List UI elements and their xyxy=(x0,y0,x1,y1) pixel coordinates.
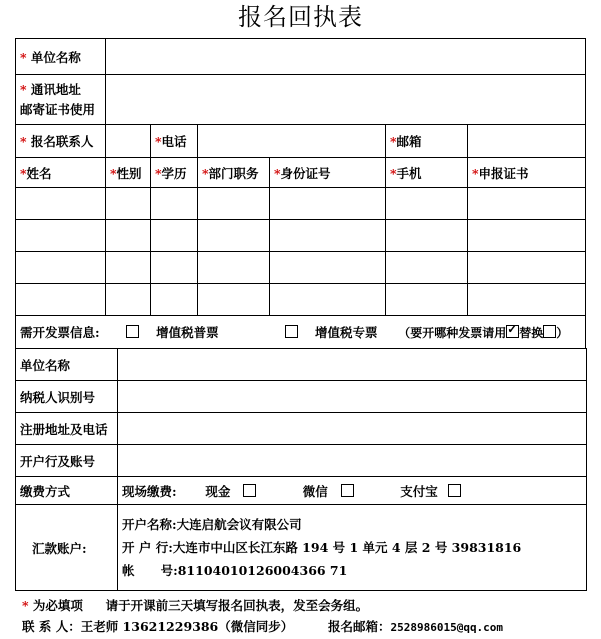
onsite-payment-label: 现场缴费: xyxy=(122,483,177,499)
account-number: 帐 号:81104010126004366 71 xyxy=(122,563,348,578)
attendee-header-row xyxy=(16,158,586,188)
table-cell[interactable] xyxy=(386,220,468,252)
invoice-note-prefix: （要开哪种发票请用 xyxy=(398,326,507,340)
registered-address-field[interactable] xyxy=(118,413,587,445)
contact-person-field[interactable] xyxy=(106,125,151,158)
address-label: * 通讯地址 邮寄证书使用 xyxy=(16,75,106,125)
contact-person: 联 系 人：王老师 13621229386（微信同步） xyxy=(22,619,294,634)
invoice-special-label: 增值税专票 xyxy=(315,325,378,340)
table-cell[interactable] xyxy=(468,252,586,284)
table-cell[interactable] xyxy=(386,188,468,220)
header-certificate: *申报证书 xyxy=(468,158,586,188)
billing-table xyxy=(15,348,587,591)
cash-checkbox[interactable] xyxy=(243,484,256,497)
page-title: 报名回执表 xyxy=(238,3,363,31)
tax-id-field[interactable] xyxy=(118,381,587,413)
submission-instruction: 请于开课前三天填写报名回执表，发至会务组。 xyxy=(105,598,369,613)
invoice-label: 需开发票信息: xyxy=(20,325,100,340)
table-row xyxy=(16,220,586,252)
table-cell[interactable] xyxy=(270,284,386,316)
unit-name-label: * 单位名称 xyxy=(16,39,106,75)
table-cell[interactable] xyxy=(270,220,386,252)
alipay-checkbox[interactable] xyxy=(448,484,461,497)
wechat-checkbox[interactable] xyxy=(341,484,354,497)
remittance-label: 汇款账户: xyxy=(16,505,118,591)
table-cell[interactable] xyxy=(151,220,198,252)
phone-field[interactable] xyxy=(198,125,386,158)
table-cell[interactable] xyxy=(468,220,586,252)
invoice-row xyxy=(16,316,586,349)
alipay-label: 支付宝 xyxy=(400,483,438,499)
header-gender: *性别 xyxy=(106,158,151,188)
account-name: 开户名称:大连启航会议有限公司 xyxy=(122,517,302,532)
wechat-label: 微信 xyxy=(302,483,328,499)
unit-name-field[interactable] xyxy=(106,39,586,75)
payment-options xyxy=(118,477,587,505)
table-cell[interactable] xyxy=(106,252,151,284)
invoice-special-checkbox[interactable] xyxy=(285,325,298,338)
payment-method-label: 缴费方式 xyxy=(16,477,118,505)
table-cell[interactable] xyxy=(198,188,270,220)
table-cell[interactable] xyxy=(468,284,586,316)
contact-info xyxy=(22,617,503,635)
invoice-note-suffix: 替换 xyxy=(519,326,544,340)
cash-label: 现金 xyxy=(205,483,231,499)
table-cell[interactable] xyxy=(151,188,198,220)
billing-unit-field[interactable] xyxy=(118,349,587,381)
checked-box-icon xyxy=(506,325,519,338)
table-cell[interactable] xyxy=(198,220,270,252)
table-row xyxy=(16,252,586,284)
registration-email[interactable]: 2528986015@qq.com xyxy=(390,621,504,634)
table-cell[interactable] xyxy=(16,220,106,252)
remittance-details xyxy=(118,505,587,591)
table-cell[interactable] xyxy=(151,252,198,284)
table-cell[interactable] xyxy=(106,188,151,220)
table-cell[interactable] xyxy=(198,252,270,284)
header-mobile: *手机 xyxy=(386,158,468,188)
invoice-general-label: 增值税普票 xyxy=(156,325,219,340)
table-cell[interactable] xyxy=(16,284,106,316)
bank-account-label: 开户行及账号 xyxy=(16,445,118,477)
header-id-number: *身份证号 xyxy=(270,158,386,188)
table-cell[interactable] xyxy=(270,252,386,284)
table-cell[interactable] xyxy=(16,188,106,220)
table-cell[interactable] xyxy=(106,284,151,316)
table-cell[interactable] xyxy=(151,284,198,316)
table-cell[interactable] xyxy=(386,252,468,284)
email-label: *邮箱 xyxy=(386,125,468,158)
table-cell[interactable] xyxy=(386,284,468,316)
registration-email-label: 报名邮箱： xyxy=(327,619,391,634)
header-department: *部门职务 xyxy=(198,158,270,188)
registered-address-label: 注册地址及电话 xyxy=(16,413,118,445)
table-cell[interactable] xyxy=(16,252,106,284)
contact-person-label: * 报名联系人 xyxy=(16,125,106,158)
table-row xyxy=(16,284,586,316)
address-field[interactable] xyxy=(106,75,586,125)
bank-account-field[interactable] xyxy=(118,445,587,477)
tax-id-label: 纳税人识别号 xyxy=(16,381,118,413)
billing-unit-label: 单位名称 xyxy=(16,349,118,381)
phone-label: *电话 xyxy=(151,125,198,158)
invoice-general-checkbox[interactable] xyxy=(126,325,139,338)
applicant-table xyxy=(15,38,586,349)
email-field[interactable] xyxy=(468,125,586,158)
invoice-options: 需开发票信息: 增值税普票 增值税专票 （要开哪种发票请用✓ 替换 ） xyxy=(16,316,586,349)
empty-box-icon xyxy=(543,325,556,338)
table-row xyxy=(16,188,586,220)
table-cell[interactable] xyxy=(198,284,270,316)
header-name: *姓名 xyxy=(16,158,106,188)
table-cell[interactable] xyxy=(270,188,386,220)
table-cell[interactable] xyxy=(468,188,586,220)
required-note: * 为必填项 请于开课前三天填写报名回执表，发至会务组。 xyxy=(22,598,369,613)
table-cell[interactable] xyxy=(106,220,151,252)
account-bank: 开 户 行:大连市中山区长江东路 194 号 1 单元 4 层 2 号 39831816 xyxy=(122,540,522,555)
header-education: *学历 xyxy=(151,158,198,188)
